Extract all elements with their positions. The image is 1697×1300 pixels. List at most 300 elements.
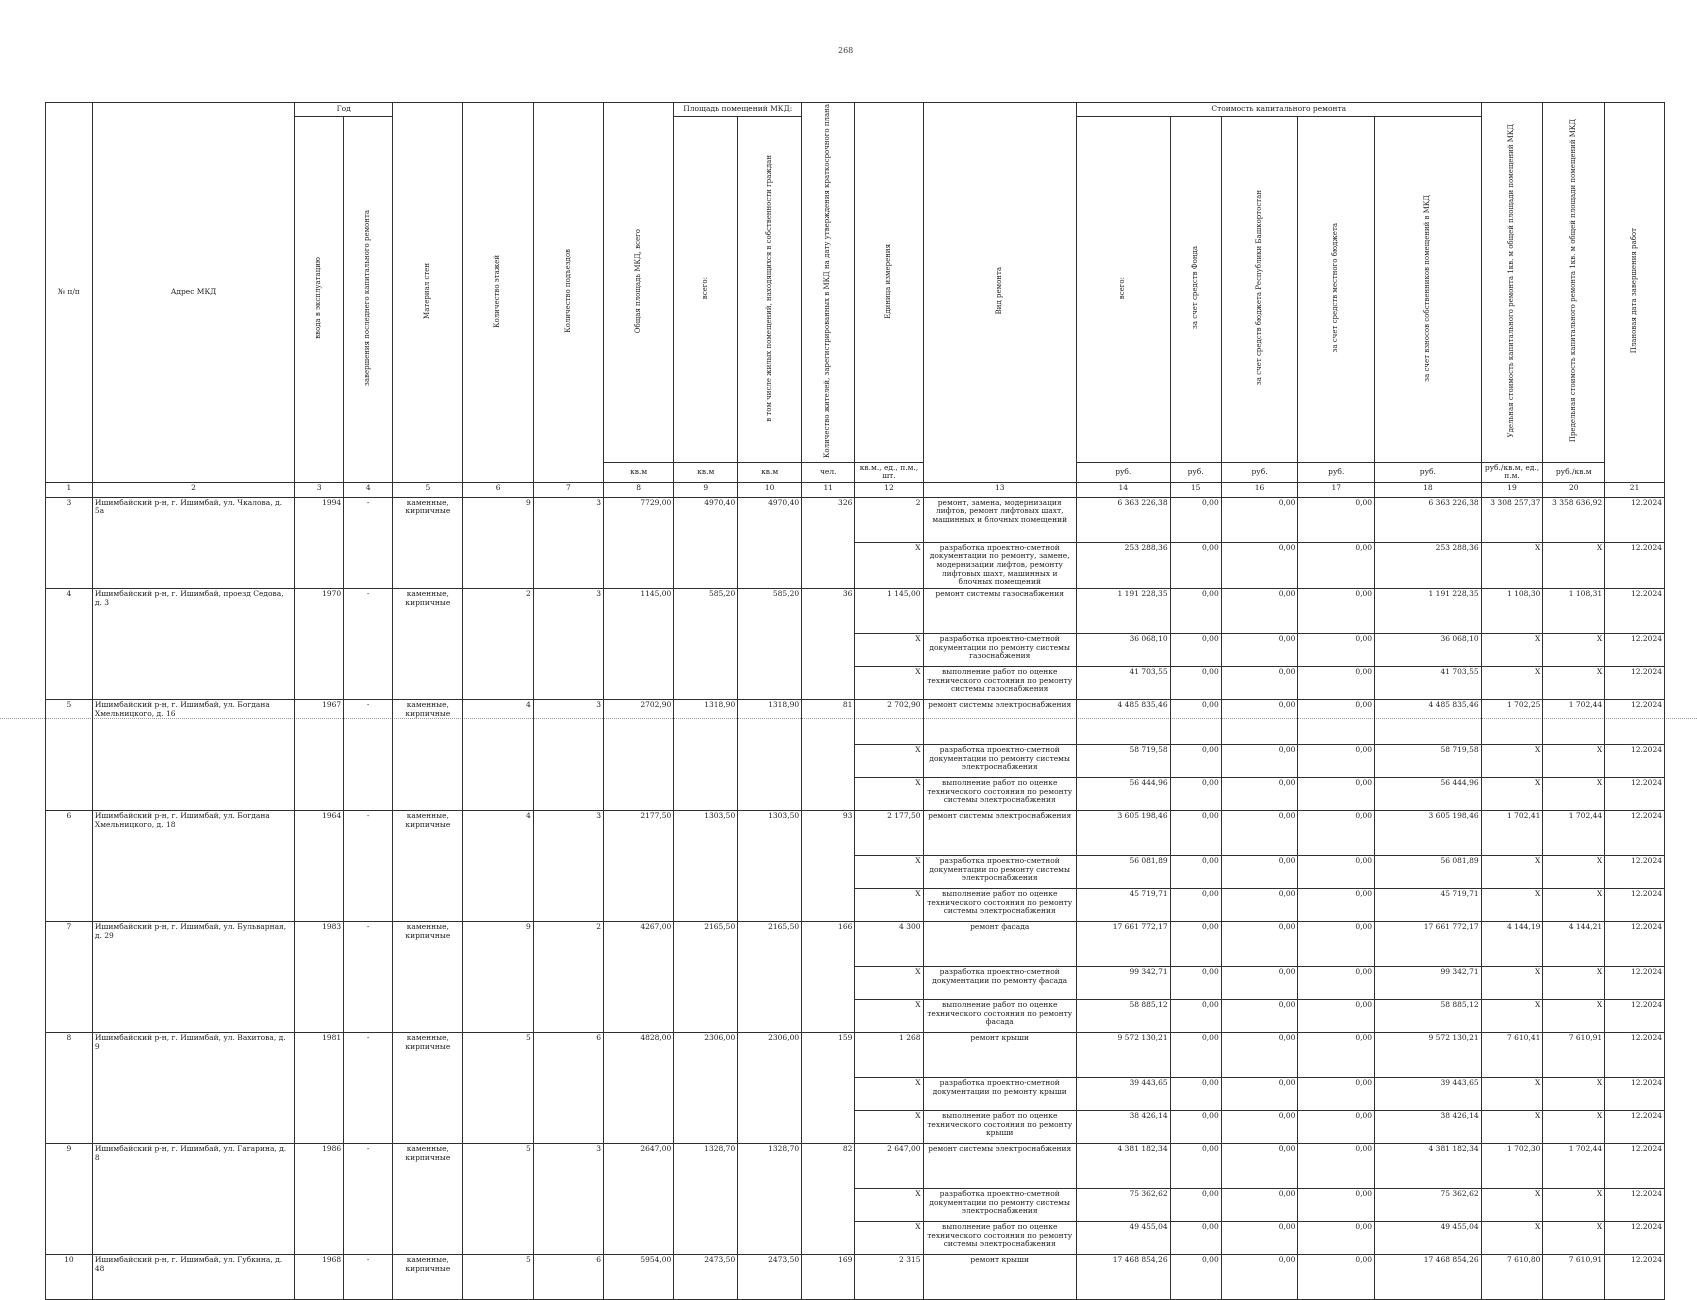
unit-measure: кв.м., ед., п.м., шт. (855, 462, 923, 482)
cost-local: 0,00 (1298, 777, 1375, 810)
cost-republic: 0,00 (1221, 1077, 1298, 1110)
floors: 4 (463, 810, 533, 921)
area-all: 2473,50 (674, 1254, 738, 1299)
year-last-repair: - (344, 1254, 393, 1299)
house-address: Ишимбайский р-н, г. Ишимбай, ул. Бульварная, д. 29 (92, 921, 294, 1032)
work-unit: 1 268 (855, 1032, 923, 1077)
plan-date: 12.2024 (1605, 1077, 1665, 1110)
cost-republic: 0,00 (1221, 1110, 1298, 1143)
work-unit: Х (855, 1077, 923, 1110)
cost-republic: 0,00 (1221, 888, 1298, 921)
cost-total: 3 605 198,46 (1076, 810, 1170, 855)
cost-republic: 0,00 (1221, 666, 1298, 699)
header-address: Адрес МКД (92, 103, 294, 483)
area-all: 1328,70 (674, 1143, 738, 1254)
header-unit: Единица измерения (855, 103, 923, 463)
area-living: 2306,00 (738, 1032, 802, 1143)
repair-kind: ремонт, замена, модернизация лифтов, ремонт лифтовых шахт, машинных и блочных помещений (923, 497, 1076, 542)
unit-residents: чел. (802, 462, 855, 482)
table-row (46, 699, 1665, 744)
cost-local: 0,00 (1298, 1221, 1375, 1254)
plan-date: 12.2024 (1605, 1254, 1665, 1299)
column-number: 2 (92, 482, 294, 497)
entrances: 3 (533, 497, 603, 588)
entrances: 2 (533, 921, 603, 1032)
max-cost: Х (1543, 888, 1605, 921)
column-number: 16 (1221, 482, 1298, 497)
work-unit: 2 315 (855, 1254, 923, 1299)
cost-fund: 0,00 (1170, 497, 1221, 542)
repair-kind: ремонт системы электроснабжения (923, 810, 1076, 855)
unit-specific-cost: руб./кв.м, ед., п.м. (1481, 462, 1543, 482)
year-last-repair: - (344, 921, 393, 1032)
specific-cost: 7 610,41 (1481, 1032, 1543, 1077)
cost-total: 45 719,71 (1076, 888, 1170, 921)
residents: 36 (802, 588, 855, 699)
repair-kind: разработка проектно-сметной документации по ремонту системы газоснабжения (923, 633, 1076, 666)
cost-fund: 0,00 (1170, 1254, 1221, 1299)
cost-total: 56 081,89 (1076, 855, 1170, 888)
cost-total: 9 572 130,21 (1076, 1032, 1170, 1077)
max-cost: 3 358 636,92 (1543, 497, 1605, 542)
max-cost: Х (1543, 1221, 1605, 1254)
capital-repair-table (45, 102, 1665, 1300)
cost-owners: 36 068,10 (1375, 633, 1482, 666)
cost-republic: 0,00 (1221, 1221, 1298, 1254)
cost-local: 0,00 (1298, 497, 1375, 542)
repair-kind: ремонт крыши (923, 1254, 1076, 1299)
cost-owners: 253 288,36 (1375, 542, 1482, 588)
column-number: 3 (295, 482, 344, 497)
cost-owners: 39 443,65 (1375, 1077, 1482, 1110)
year-built: 1986 (295, 1143, 344, 1254)
cost-local: 0,00 (1298, 810, 1375, 855)
cost-republic: 0,00 (1221, 633, 1298, 666)
floors: 5 (463, 1254, 533, 1299)
unit-cost-total: руб. (1076, 462, 1170, 482)
wall-material: каменные, кирпичные (393, 1032, 463, 1143)
year-last-repair: - (344, 1032, 393, 1143)
specific-cost: Х (1481, 744, 1543, 777)
cost-owners: 6 363 226,38 (1375, 497, 1482, 542)
cost-republic: 0,00 (1221, 855, 1298, 888)
plan-date: 12.2024 (1605, 744, 1665, 777)
column-number: 14 (1076, 482, 1170, 497)
table-row (46, 588, 1665, 633)
cost-total: 253 288,36 (1076, 542, 1170, 588)
specific-cost: 7 610,80 (1481, 1254, 1543, 1299)
plan-date: 12.2024 (1605, 633, 1665, 666)
year-last-repair: - (344, 588, 393, 699)
repair-kind: ремонт системы электроснабжения (923, 1143, 1076, 1188)
area-living: 1328,70 (738, 1143, 802, 1254)
cost-total: 58 719,58 (1076, 744, 1170, 777)
unit-area-all: кв.м (674, 462, 738, 482)
year-built: 1967 (295, 699, 344, 810)
cost-owners: 56 444,96 (1375, 777, 1482, 810)
wall-material: каменные, кирпичные (393, 921, 463, 1032)
house-address: Ишимбайский р-н, г. Ишимбай, ул. Губкина, д. 48 (92, 1254, 294, 1299)
area-all: 2165,50 (674, 921, 738, 1032)
wall-material: каменные, кирпичные (393, 1143, 463, 1254)
repair-kind: разработка проектно-сметной документации по ремонту системы электроснабжения (923, 855, 1076, 888)
cost-local: 0,00 (1298, 744, 1375, 777)
cost-owners: 49 455,04 (1375, 1221, 1482, 1254)
header-cost-fund: за счет средств Фонда (1170, 117, 1221, 463)
work-unit: Х (855, 966, 923, 999)
area-all: 1318,90 (674, 699, 738, 810)
floors: 9 (463, 921, 533, 1032)
cost-republic: 0,00 (1221, 921, 1298, 966)
table-row (46, 497, 1665, 542)
cost-republic: 0,00 (1221, 1188, 1298, 1221)
area-all: 585,20 (674, 588, 738, 699)
work-unit: Х (855, 777, 923, 810)
cost-owners: 1 191 228,35 (1375, 588, 1482, 633)
area-all: 4970,40 (674, 497, 738, 588)
header-num: № п/п (46, 103, 93, 483)
header-total-area: Общая площадь МКД, всего (604, 103, 674, 463)
total-area: 2647,00 (604, 1143, 674, 1254)
header-specific-cost: Удельная стоимость капитального ремонта 1кв. м общей площади помещений МКД (1481, 103, 1543, 463)
house-address: Ишимбайский р-н, г. Ишимбай, ул. Чкалова, д. 5а (92, 497, 294, 588)
plan-date: 12.2024 (1605, 966, 1665, 999)
column-number: 15 (1170, 482, 1221, 497)
cost-fund: 0,00 (1170, 777, 1221, 810)
unit-area-living: кв.м (738, 462, 802, 482)
total-area: 2702,90 (604, 699, 674, 810)
column-number: 21 (1605, 482, 1665, 497)
specific-cost: 1 108,30 (1481, 588, 1543, 633)
plan-date: 12.2024 (1605, 1143, 1665, 1188)
entrances: 6 (533, 1254, 603, 1299)
cost-total: 49 455,04 (1076, 1221, 1170, 1254)
header-year-last-repair: завершения последнего капитального ремонта (344, 117, 393, 483)
unit-cost-local: руб. (1298, 462, 1375, 482)
table-body (46, 497, 1665, 1299)
house-address: Ишимбайский р-н, г. Ишимбай, ул. Гагарина, д. 8 (92, 1143, 294, 1254)
unit-cost-owners: руб. (1375, 462, 1482, 482)
column-number: 18 (1375, 482, 1482, 497)
area-all: 1303,50 (674, 810, 738, 921)
column-number: 8 (604, 482, 674, 497)
year-last-repair: - (344, 810, 393, 921)
header-year-built: ввода в эксплуатацию (295, 117, 344, 483)
cost-owners: 99 342,71 (1375, 966, 1482, 999)
header-wall-material: Материал стен (393, 103, 463, 483)
year-built: 1981 (295, 1032, 344, 1143)
cost-republic: 0,00 (1221, 1254, 1298, 1299)
cost-republic: 0,00 (1221, 699, 1298, 744)
year-built: 1968 (295, 1254, 344, 1299)
unit-total-area: кв.м (604, 462, 674, 482)
cost-local: 0,00 (1298, 542, 1375, 588)
specific-cost: Х (1481, 633, 1543, 666)
cost-total: 1 191 228,35 (1076, 588, 1170, 633)
column-number: 5 (393, 482, 463, 497)
cost-local: 0,00 (1298, 855, 1375, 888)
header-cost-republic: за счет средств бюджета Республики Башкортостан (1221, 117, 1298, 463)
plan-date: 12.2024 (1605, 588, 1665, 633)
work-unit: 2 (855, 497, 923, 542)
work-unit: Х (855, 1188, 923, 1221)
column-number: 11 (802, 482, 855, 497)
cost-owners: 17 661 772,17 (1375, 921, 1482, 966)
year-last-repair: - (344, 699, 393, 810)
house-address: Ишимбайский р-н, г. Ишимбай, ул. Вахитова, д. 9 (92, 1032, 294, 1143)
cost-fund: 0,00 (1170, 810, 1221, 855)
cost-owners: 56 081,89 (1375, 855, 1482, 888)
header-year-group: Год (295, 103, 393, 117)
cost-republic: 0,00 (1221, 999, 1298, 1032)
cost-total: 4 485 835,46 (1076, 699, 1170, 744)
cost-republic: 0,00 (1221, 588, 1298, 633)
cost-fund: 0,00 (1170, 855, 1221, 888)
column-number: 9 (674, 482, 738, 497)
column-number: 13 (923, 482, 1076, 497)
total-area: 4267,00 (604, 921, 674, 1032)
area-living: 1318,90 (738, 699, 802, 810)
work-unit: Х (855, 855, 923, 888)
repair-kind: ремонт системы газоснабжения (923, 588, 1076, 633)
cost-local: 0,00 (1298, 888, 1375, 921)
wall-material: каменные, кирпичные (393, 810, 463, 921)
cost-fund: 0,00 (1170, 921, 1221, 966)
max-cost: 1 702,44 (1543, 1143, 1605, 1188)
repair-kind: выполнение работ по оценке технического состояния по ремонту системы электроснабжения (923, 1221, 1076, 1254)
specific-cost: Х (1481, 1221, 1543, 1254)
max-cost: Х (1543, 855, 1605, 888)
cost-republic: 0,00 (1221, 497, 1298, 542)
cost-fund: 0,00 (1170, 666, 1221, 699)
max-cost: Х (1543, 1077, 1605, 1110)
cost-fund: 0,00 (1170, 999, 1221, 1032)
cost-republic: 0,00 (1221, 744, 1298, 777)
cost-local: 0,00 (1298, 1143, 1375, 1188)
house-number: 9 (46, 1143, 93, 1254)
repair-kind: разработка проектно-сметной документации по ремонту, замене, модернизации лифтов, ремонту лифтовых шахт, машинных и блочных помещений (923, 542, 1076, 588)
cost-owners: 58 885,12 (1375, 999, 1482, 1032)
cost-republic: 0,00 (1221, 1143, 1298, 1188)
floors: 5 (463, 1143, 533, 1254)
max-cost: Х (1543, 1110, 1605, 1143)
plan-date: 12.2024 (1605, 777, 1665, 810)
header-area-group: Площадь помещений МКД: (674, 103, 802, 117)
header-cost-local: за счет средств местного бюджета (1298, 117, 1375, 463)
entrances: 3 (533, 1143, 603, 1254)
cost-fund: 0,00 (1170, 699, 1221, 744)
house-number: 6 (46, 810, 93, 921)
house-number: 10 (46, 1254, 93, 1299)
cost-owners: 45 719,71 (1375, 888, 1482, 921)
entrances: 3 (533, 588, 603, 699)
plan-date: 12.2024 (1605, 542, 1665, 588)
floors: 2 (463, 588, 533, 699)
specific-cost: Х (1481, 888, 1543, 921)
residents: 93 (802, 810, 855, 921)
entrances: 3 (533, 699, 603, 810)
max-cost: 7 610,91 (1543, 1032, 1605, 1077)
residents: 169 (802, 1254, 855, 1299)
header-floors: Количество этажей (463, 103, 533, 483)
max-cost: Х (1543, 542, 1605, 588)
work-unit: Х (855, 744, 923, 777)
house-address: Ишимбайский р-н, г. Ишимбай, проезд Седова, д. 3 (92, 588, 294, 699)
total-area: 4828,00 (604, 1032, 674, 1143)
plan-date: 12.2024 (1605, 666, 1665, 699)
header-cost-owners: за счет взносов собственников помещений в МКД (1375, 117, 1482, 463)
header-plan-date: Плановая дата завершения работ (1605, 103, 1665, 483)
repair-kind: разработка проектно-сметной документации по ремонту системы электроснабжения (923, 1188, 1076, 1221)
wall-material: каменные, кирпичные (393, 588, 463, 699)
column-number: 17 (1298, 482, 1375, 497)
cost-local: 0,00 (1298, 633, 1375, 666)
wall-material: каменные, кирпичные (393, 497, 463, 588)
work-unit: Х (855, 633, 923, 666)
cost-fund: 0,00 (1170, 1143, 1221, 1188)
cost-fund: 0,00 (1170, 633, 1221, 666)
header-max-cost: Предельная стоимость капитального ремонта 1кв. м общей площади помещений МКД (1543, 103, 1605, 463)
repair-kind: выполнение работ по оценке технического состояния по ремонту системы электроснабжения (923, 888, 1076, 921)
unit-max-cost: руб./кв.м (1543, 462, 1605, 482)
plan-date: 12.2024 (1605, 810, 1665, 855)
specific-cost: Х (1481, 966, 1543, 999)
plan-date: 12.2024 (1605, 1221, 1665, 1254)
cost-owners: 4 381 182,34 (1375, 1143, 1482, 1188)
total-area: 2177,50 (604, 810, 674, 921)
cost-local: 0,00 (1298, 921, 1375, 966)
cost-republic: 0,00 (1221, 1032, 1298, 1077)
specific-cost: 1 702,41 (1481, 810, 1543, 855)
work-unit: Х (855, 1110, 923, 1143)
house-number: 3 (46, 497, 93, 588)
max-cost: Х (1543, 666, 1605, 699)
repair-kind: ремонт фасада (923, 921, 1076, 966)
specific-cost: Х (1481, 542, 1543, 588)
repair-kind: разработка проектно-сметной документации по ремонту фасада (923, 966, 1076, 999)
cost-local: 0,00 (1298, 1110, 1375, 1143)
cost-fund: 0,00 (1170, 1188, 1221, 1221)
wall-material: каменные, кирпичные (393, 1254, 463, 1299)
max-cost: Х (1543, 633, 1605, 666)
residents: 82 (802, 1143, 855, 1254)
max-cost: 7 610,91 (1543, 1254, 1605, 1299)
year-last-repair: - (344, 1143, 393, 1254)
max-cost: Х (1543, 1188, 1605, 1221)
work-unit: Х (855, 542, 923, 588)
floors: 5 (463, 1032, 533, 1143)
header-cost-total: всего: (1076, 117, 1170, 463)
area-living: 585,20 (738, 588, 802, 699)
max-cost: Х (1543, 999, 1605, 1032)
cost-fund: 0,00 (1170, 1032, 1221, 1077)
plan-date: 12.2024 (1605, 999, 1665, 1032)
year-built: 1994 (295, 497, 344, 588)
cost-local: 0,00 (1298, 699, 1375, 744)
table-row (46, 1143, 1665, 1188)
total-area: 7729,00 (604, 497, 674, 588)
entrances: 6 (533, 1032, 603, 1143)
cost-local: 0,00 (1298, 666, 1375, 699)
specific-cost: Х (1481, 777, 1543, 810)
work-unit: Х (855, 888, 923, 921)
plan-date: 12.2024 (1605, 921, 1665, 966)
wall-material: каменные, кирпичные (393, 699, 463, 810)
table-row (46, 810, 1665, 855)
cost-total: 58 885,12 (1076, 999, 1170, 1032)
repair-kind: разработка проектно-сметной документации по ремонту системы электроснабжения (923, 744, 1076, 777)
work-unit: 2 177,50 (855, 810, 923, 855)
house-number: 8 (46, 1032, 93, 1143)
max-cost: Х (1543, 744, 1605, 777)
cost-local: 0,00 (1298, 1188, 1375, 1221)
column-number: 19 (1481, 482, 1543, 497)
house-number: 5 (46, 699, 93, 810)
year-built: 1970 (295, 588, 344, 699)
residents: 81 (802, 699, 855, 810)
column-number: 20 (1543, 482, 1605, 497)
cost-republic: 0,00 (1221, 777, 1298, 810)
specific-cost: Х (1481, 666, 1543, 699)
cost-fund: 0,00 (1170, 1077, 1221, 1110)
year-last-repair: - (344, 497, 393, 588)
cost-local: 0,00 (1298, 588, 1375, 633)
plan-date: 12.2024 (1605, 1032, 1665, 1077)
column-number: 4 (344, 482, 393, 497)
area-living: 1303,50 (738, 810, 802, 921)
header-repair-kind: Вид ремонта (923, 103, 1076, 483)
specific-cost: Х (1481, 1110, 1543, 1143)
max-cost: Х (1543, 966, 1605, 999)
specific-cost: 4 144,19 (1481, 921, 1543, 966)
cost-fund: 0,00 (1170, 1110, 1221, 1143)
total-area: 1145,00 (604, 588, 674, 699)
cost-fund: 0,00 (1170, 888, 1221, 921)
plan-date: 12.2024 (1605, 855, 1665, 888)
cost-local: 0,00 (1298, 1032, 1375, 1077)
floors: 9 (463, 497, 533, 588)
year-built: 1983 (295, 921, 344, 1032)
cost-local: 0,00 (1298, 966, 1375, 999)
cost-local: 0,00 (1298, 1077, 1375, 1110)
cost-fund: 0,00 (1170, 744, 1221, 777)
area-living: 4970,40 (738, 497, 802, 588)
column-number: 7 (533, 482, 603, 497)
header-cost-group: Стоимость капитального ремонта (1076, 103, 1481, 117)
cost-local: 0,00 (1298, 1254, 1375, 1299)
year-built: 1964 (295, 810, 344, 921)
max-cost: 1 108,31 (1543, 588, 1605, 633)
house-address: Ишимбайский р-н, г. Ишимбай, ул. Богдана Хмельницкого, д. 18 (92, 810, 294, 921)
repair-kind: выполнение работ по оценке технического состояния по ремонту системы электроснабжения (923, 777, 1076, 810)
work-unit: 4 300 (855, 921, 923, 966)
unit-cost-fund: руб. (1170, 462, 1221, 482)
max-cost: 1 702,44 (1543, 810, 1605, 855)
work-unit: Х (855, 666, 923, 699)
column-number: 10 (738, 482, 802, 497)
house-number: 4 (46, 588, 93, 699)
cost-owners: 41 703,55 (1375, 666, 1482, 699)
repair-kind: выполнение работ по оценке технического состояния по ремонту системы газоснабжения (923, 666, 1076, 699)
cost-fund: 0,00 (1170, 966, 1221, 999)
specific-cost: Х (1481, 1077, 1543, 1110)
entrances: 3 (533, 810, 603, 921)
plan-date: 12.2024 (1605, 497, 1665, 542)
max-cost: 1 702,44 (1543, 699, 1605, 744)
work-unit: 1 145,00 (855, 588, 923, 633)
work-unit: Х (855, 999, 923, 1032)
total-area: 5954,00 (604, 1254, 674, 1299)
